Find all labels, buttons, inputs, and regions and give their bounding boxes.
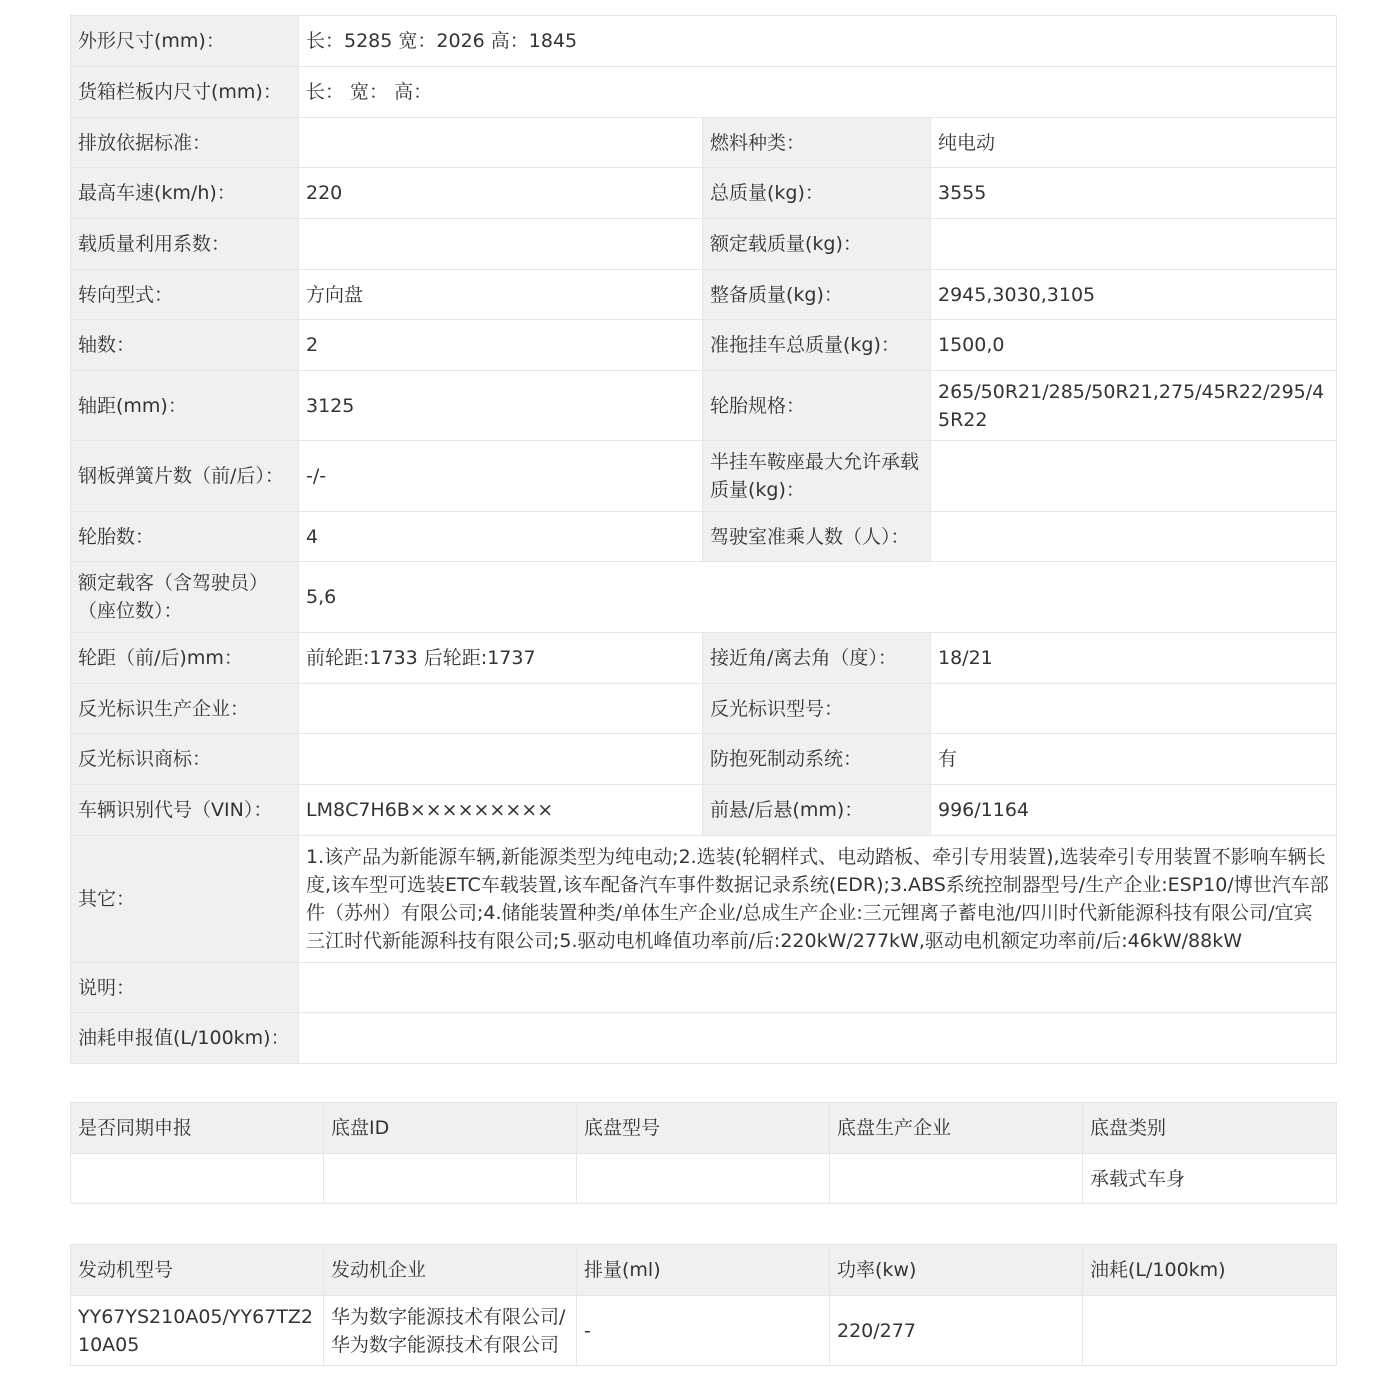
spec-row-cargo	[71, 67, 1337, 118]
spec-row-track	[71, 633, 1337, 684]
spring-label: 钢板弹簧片数（前/后）：	[71, 441, 299, 512]
vehicle-spec-table	[70, 15, 1337, 1064]
spec-row-brand	[71, 734, 1337, 785]
track-label: 轮距（前/后)mm：	[71, 633, 299, 684]
chassis-table	[70, 1102, 1337, 1204]
reflector-brand-value	[299, 734, 703, 785]
cab-value	[931, 512, 1337, 562]
chassis-model-cell	[577, 1154, 830, 1204]
track-value: 前轮距:1733 后轮距:1737	[299, 633, 703, 684]
engine-col-model: 发动机型号	[71, 1245, 324, 1296]
spec-row-note	[71, 963, 1337, 1013]
spec-row-passengers	[71, 562, 1337, 633]
passengers-value: 5,6	[299, 562, 1337, 633]
spec-row-steering	[71, 270, 1337, 320]
trailer-label: 准拖挂车总质量(kg)：	[703, 320, 931, 371]
chassis-col-type: 底盘类别	[1083, 1103, 1337, 1154]
tires-value: 4	[299, 512, 703, 562]
spec-row-vin	[71, 785, 1337, 836]
steering-value: 方向盘	[299, 270, 703, 320]
spec-row-emission	[71, 118, 1337, 168]
vin-label: 车辆识别代号（VIN）：	[71, 785, 299, 836]
engine-col-consumption: 油耗(L/100km)	[1083, 1245, 1337, 1296]
chassis-col-model: 底盘型号	[577, 1103, 830, 1154]
emission-value	[299, 118, 703, 168]
steering-label: 转向型式：	[71, 270, 299, 320]
chassis-type-cell: 承载式车身	[1083, 1154, 1337, 1204]
engine-consumption-cell	[1083, 1296, 1337, 1366]
other-label: 其它：	[71, 836, 299, 963]
engine-maker-cell: 华为数字能源技术有限公司/华为数字能源技术有限公司	[324, 1296, 577, 1366]
dimensions-value: 长：5285 宽：2026 高：1845	[299, 16, 1337, 67]
wheelbase-value: 3125	[299, 371, 703, 441]
fuel-value: 纯电动	[931, 118, 1337, 168]
vin-value: LM8C7H6B×××××××××	[299, 785, 703, 836]
abs-label: 防抱死制动系统：	[703, 734, 931, 785]
engine-displacement-cell: -	[577, 1296, 830, 1366]
engine-model-cell: YY67YS210A05/YY67TZ210A05	[71, 1296, 324, 1366]
chassis-col-id: 底盘ID	[324, 1103, 577, 1154]
chassis-maker-cell	[830, 1154, 1083, 1204]
chassis-col-sync: 是否同期申报	[71, 1103, 324, 1154]
angle-label: 接近角/离去角（度）：	[703, 633, 931, 684]
chassis-header-row	[71, 1103, 1337, 1154]
rated-load-value	[931, 219, 1337, 270]
engine-col-maker: 发动机企业	[324, 1245, 577, 1296]
axles-value: 2	[299, 320, 703, 371]
reflector-maker-label: 反光标识生产企业：	[71, 684, 299, 734]
engine-col-power: 功率(kw)	[830, 1245, 1083, 1296]
axles-label: 轴数：	[71, 320, 299, 371]
spec-row-axles	[71, 320, 1337, 371]
total-mass-label: 总质量(kg)：	[703, 168, 931, 219]
speed-label: 最高车速(km/h)：	[71, 168, 299, 219]
chassis-id-cell	[324, 1154, 577, 1204]
tires-label: 轮胎数：	[71, 512, 299, 562]
tire-spec-label: 轮胎规格：	[703, 371, 931, 441]
spec-row-load-coef	[71, 219, 1337, 270]
consumption-label: 油耗申报值(L/100km)：	[71, 1013, 299, 1064]
angle-value: 18/21	[931, 633, 1337, 684]
curb-mass-label: 整备质量(kg)：	[703, 270, 931, 320]
spec-row-speed	[71, 168, 1337, 219]
spec-row-tires	[71, 512, 1337, 562]
cab-label: 驾驶室准乘人数（人）：	[703, 512, 931, 562]
engine-col-displacement: 排量(ml)	[577, 1245, 830, 1296]
dimensions-label: 外形尺寸(mm)：	[71, 16, 299, 67]
fuel-label: 燃料种类：	[703, 118, 931, 168]
reflector-model-value	[931, 684, 1337, 734]
total-mass-value: 3555	[931, 168, 1337, 219]
note-label: 说明：	[71, 963, 299, 1013]
rated-load-label: 额定载质量(kg)：	[703, 219, 931, 270]
engine-data-row	[71, 1296, 1337, 1366]
spring-value: -/-	[299, 441, 703, 512]
spec-row-spring	[71, 441, 1337, 512]
spec-row-other	[71, 836, 1337, 963]
saddle-label: 半挂车鞍座最大允许承载质量(kg)：	[703, 441, 931, 512]
load-coef-value	[299, 219, 703, 270]
passengers-label: 额定载客（含驾驶员）（座位数）：	[71, 562, 299, 633]
abs-value: 有	[931, 734, 1337, 785]
spec-row-wheelbase	[71, 371, 1337, 441]
spec-row-consumption	[71, 1013, 1337, 1064]
other-value: 1.该产品为新能源车辆,新能源类型为纯电动;2.选装(轮辋样式、电动踏板、牵引专用装置),选装牵引专用装置不影响车辆长度,该车型可选装ETC车载装置,该车配备汽车事件数据记录系统(EDR);3.ABS系统控制器型号/生产企业:ESP10/博世汽车部件（苏州）有限公司;4.储能装置种类/单体生产企业/总成生产企业:三元锂离子蓄电池/四川时代新能源科技有限公司/宜宾三江时代新能源科技有限公司;5.驱动电机峰值功率前/后:220kW/277kW,驱动电机额定功率前/后:46kW/88kW	[299, 836, 1337, 963]
chassis-col-maker: 底盘生产企业	[830, 1103, 1083, 1154]
engine-power-cell: 220/277	[830, 1296, 1083, 1366]
spec-row-reflector	[71, 684, 1337, 734]
reflector-model-label: 反光标识型号：	[703, 684, 931, 734]
wheelbase-label: 轴距(mm)：	[71, 371, 299, 441]
reflector-brand-label: 反光标识商标：	[71, 734, 299, 785]
overhang-label: 前悬/后悬(mm)：	[703, 785, 931, 836]
emission-label: 排放依据标准：	[71, 118, 299, 168]
tire-spec-value: 265/50R21/285/50R21,275/45R22/295/45R22	[931, 371, 1337, 441]
reflector-maker-value	[299, 684, 703, 734]
saddle-value	[931, 441, 1337, 512]
curb-mass-value: 2945,3030,3105	[931, 270, 1337, 320]
cargo-value: 长： 宽： 高：	[299, 67, 1337, 118]
note-value	[299, 963, 1337, 1013]
trailer-value: 1500,0	[931, 320, 1337, 371]
engine-table	[70, 1244, 1337, 1366]
spec-row-dimensions	[71, 16, 1337, 67]
load-coef-label: 载质量利用系数：	[71, 219, 299, 270]
engine-header-row	[71, 1245, 1337, 1296]
consumption-value	[299, 1013, 1337, 1064]
cargo-label: 货箱栏板内尺寸(mm)：	[71, 67, 299, 118]
chassis-sync-cell	[71, 1154, 324, 1204]
speed-value: 220	[299, 168, 703, 219]
overhang-value: 996/1164	[931, 785, 1337, 836]
chassis-data-row	[71, 1154, 1337, 1204]
